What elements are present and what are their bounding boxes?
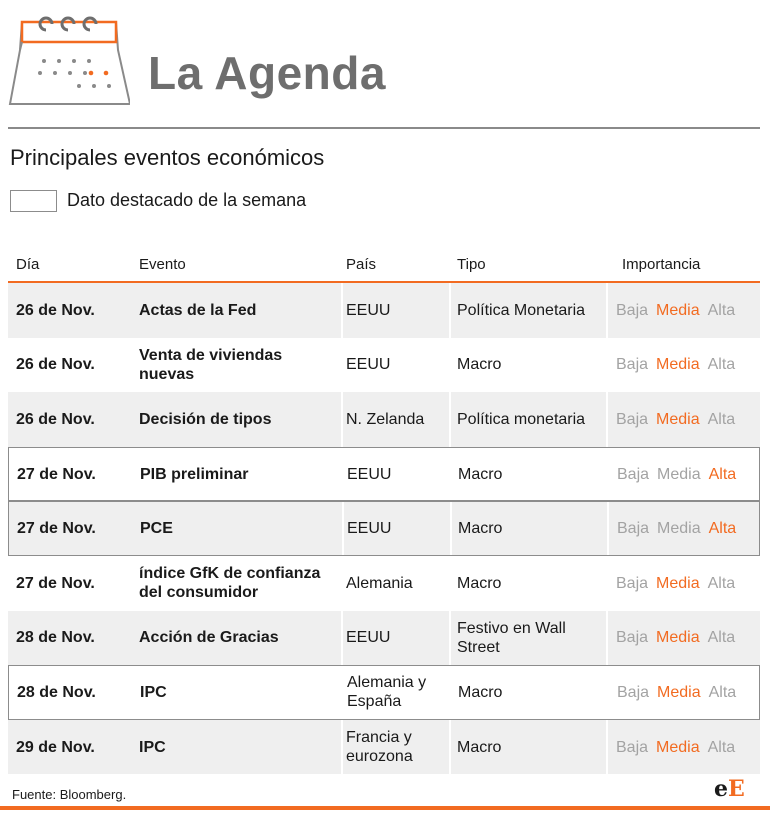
importance-media: Media <box>657 520 701 538</box>
column-separator <box>449 720 451 775</box>
importance-baja: Baja <box>617 465 650 483</box>
cell-importance <box>612 720 760 775</box>
importance-baja: Baja <box>617 520 650 538</box>
cell-importance <box>612 283 760 338</box>
cell-event: índice GfK de confianza del consumidor <box>139 565 321 602</box>
importance-media: Media <box>656 410 700 428</box>
cell-day: 26 de Nov. <box>16 301 95 319</box>
cell-day: 28 de Nov. <box>16 629 95 647</box>
cell-type: Macro <box>457 574 502 592</box>
importance-media: Media <box>657 683 701 701</box>
cell-importance <box>612 556 760 611</box>
cell-importance <box>613 666 761 719</box>
table-row <box>8 665 760 720</box>
cell-event: PCE <box>140 520 173 538</box>
column-header-event: Evento <box>139 256 186 273</box>
importance-baja: Baja <box>616 574 649 592</box>
header-divider <box>8 127 760 129</box>
importance-baja: Baja <box>616 410 649 428</box>
importance-alta: Alta <box>707 410 736 428</box>
brand-logo: eE <box>714 776 745 802</box>
importance-media: Media <box>656 738 700 756</box>
calendar-icon <box>8 8 130 108</box>
cell-country: EEUU <box>346 356 391 374</box>
cell-day: 26 de Nov. <box>16 356 95 374</box>
importance-baja: Baja <box>616 738 649 756</box>
table-row <box>8 720 760 775</box>
cell-country: EEUU <box>347 465 392 483</box>
events-table <box>8 250 760 774</box>
importance-baja: Baja <box>616 629 649 647</box>
cell-country: EEUU <box>347 520 392 538</box>
column-separator <box>341 720 343 775</box>
cell-day: 26 de Nov. <box>16 410 95 428</box>
cell-type: Política monetaria <box>457 410 586 428</box>
table-body <box>8 283 760 774</box>
column-header-type: Tipo <box>457 256 486 273</box>
table-row <box>8 283 760 338</box>
column-header-importance: Importancia <box>622 256 701 273</box>
header <box>8 8 760 118</box>
importance-alta: Alta <box>707 629 736 647</box>
column-separator <box>606 283 608 338</box>
column-separator <box>342 502 344 555</box>
column-separator <box>606 392 608 447</box>
importance-alta: Alta <box>708 465 737 483</box>
cell-type: Política Monetaria <box>457 301 586 319</box>
table-row <box>8 392 760 447</box>
importance-alta: Alta <box>707 738 736 756</box>
cell-country: EEUU <box>346 629 391 647</box>
importance-baja: Baja <box>617 683 650 701</box>
column-separator <box>606 720 608 775</box>
cell-event: PIB preliminar <box>140 465 249 483</box>
cell-importance <box>612 338 760 393</box>
cell-type: Macro <box>457 738 502 756</box>
importance-media: Media <box>656 574 700 592</box>
column-separator <box>449 611 451 666</box>
cell-day: 29 de Nov. <box>16 738 95 756</box>
cell-importance <box>613 448 761 501</box>
cell-type: Macro <box>457 356 502 374</box>
column-separator <box>449 392 451 447</box>
section-title: Principales eventos económicos <box>10 145 325 170</box>
cell-day: 27 de Nov. <box>17 520 96 538</box>
column-separator <box>341 283 343 338</box>
cell-country: Alemania y España <box>347 674 427 711</box>
importance-media: Media <box>657 465 701 483</box>
column-header-day: Día <box>16 256 40 273</box>
cell-country: EEUU <box>346 301 391 319</box>
cell-event: IPC <box>139 738 166 756</box>
cell-event: Actas de la Fed <box>139 301 257 319</box>
cell-type: Macro <box>458 683 503 701</box>
page-title: La Agenda <box>148 47 386 99</box>
cell-importance <box>613 502 761 555</box>
importance-alta: Alta <box>707 301 736 319</box>
cell-event: Acción de Gracias <box>139 629 279 647</box>
importance-alta: Alta <box>708 683 737 701</box>
footer-accent-bar <box>0 806 770 810</box>
table-row <box>8 556 760 611</box>
cell-type: Macro <box>458 465 503 483</box>
column-separator <box>606 611 608 666</box>
cell-country: N. Zelanda <box>346 410 425 428</box>
cell-country: Francia y eurozona <box>346 729 413 766</box>
column-separator <box>450 502 452 555</box>
cell-event: Venta de viviendas nuevas <box>139 346 283 383</box>
importance-alta: Alta <box>707 356 736 374</box>
importance-media: Media <box>656 301 700 319</box>
importance-media: Media <box>656 629 700 647</box>
cell-event: IPC <box>140 683 167 701</box>
importance-baja: Baja <box>616 356 649 374</box>
column-separator <box>341 611 343 666</box>
cell-day: 27 de Nov. <box>17 465 96 483</box>
table-row <box>8 338 760 393</box>
column-separator <box>449 283 451 338</box>
cell-country: Alemania <box>346 574 413 592</box>
cell-type: Festivo en Wall Street <box>457 619 566 656</box>
importance-alta: Alta <box>707 574 736 592</box>
column-header-country: País <box>346 256 377 273</box>
importance-baja: Baja <box>616 301 649 319</box>
importance-media: Media <box>656 356 700 374</box>
column-separator <box>607 502 609 555</box>
table-row <box>8 447 760 502</box>
cell-event: Decisión de tipos <box>139 410 272 428</box>
cell-importance <box>612 392 760 447</box>
cell-day: 28 de Nov. <box>17 683 96 701</box>
legend-label: Dato destacado de la semana <box>67 190 307 210</box>
table-row <box>8 611 760 666</box>
importance-alta: Alta <box>708 520 737 538</box>
column-separator <box>341 392 343 447</box>
cell-day: 27 de Nov. <box>16 574 95 592</box>
cell-importance <box>612 611 760 666</box>
source-note: Fuente: Bloomberg. <box>12 787 127 802</box>
cell-type: Macro <box>458 520 503 538</box>
table-row <box>8 501 760 556</box>
legend-swatch <box>10 190 57 212</box>
table-header <box>8 250 760 283</box>
